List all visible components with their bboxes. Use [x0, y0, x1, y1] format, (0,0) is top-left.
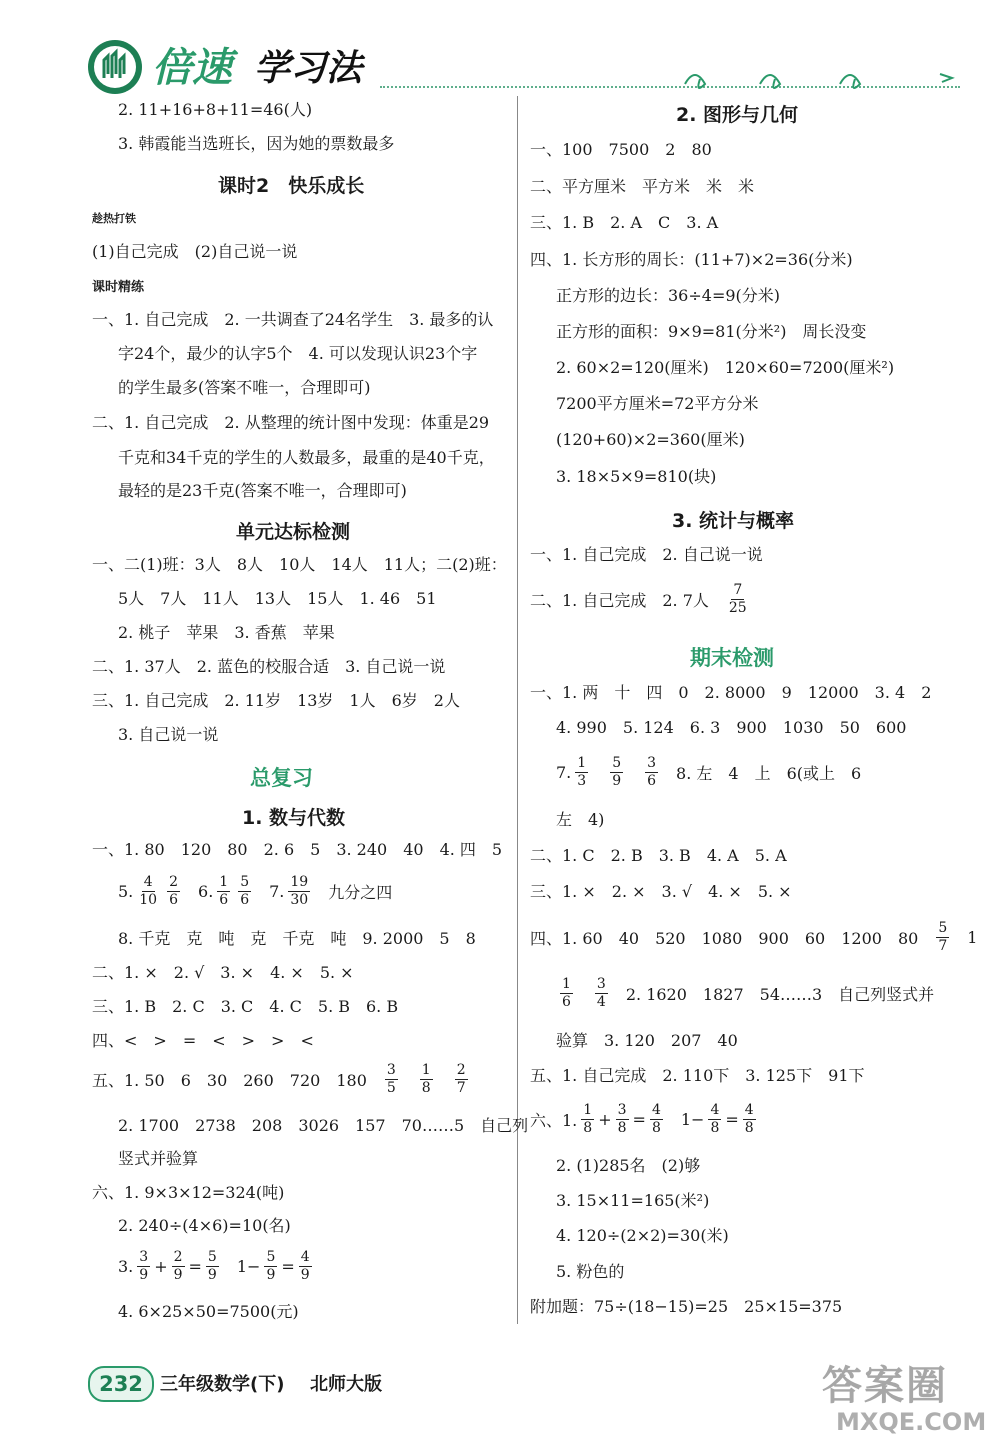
brand-main: 倍速 [152, 45, 232, 91]
item-number: 六、1. [530, 1111, 578, 1130]
watermark-url: MXQE.COM [836, 1408, 987, 1436]
right-q4c: 验算 3. 120 207 40 [556, 1031, 738, 1050]
left-s4: 四、< > = < > > < [92, 1031, 314, 1050]
fraction: $\frac{3}{5}$ [386, 1062, 396, 1096]
answer-text: 九分之四 [328, 883, 393, 902]
right-q5: 五、1. 自己完成 2. 110下 3. 125下 91下 [530, 1066, 865, 1085]
item-number: 7. [269, 882, 285, 901]
right-r1: 一、100 7500 2 80 [530, 140, 712, 159]
right-r2: 二、平方厘米 平方米 米 米 [530, 177, 755, 196]
left-u2: 二、1. 37人 2. 蓝色的校服合适 3. 自己说一说 [92, 657, 446, 676]
fraction: $\frac{1}{6}$ [219, 874, 229, 908]
final-test-title: 期末检测 [690, 646, 774, 670]
fraction: $\frac{2}{7}$ [456, 1062, 466, 1096]
left-s2: 二、1. × 2. √ 3. × 4. × 5. × [92, 963, 354, 982]
unit-test-title: 单元达标检测 [236, 521, 351, 543]
right-q2: 二、1. C 2. B 3. B 4. A 5. A [530, 846, 787, 865]
right-q1c [556, 755, 861, 790]
left-y1a: 一、1. 自己完成 2. 一共调查了24名学生 3. 最多的认 [92, 310, 494, 329]
right-r4g: 3. 18×5×9=810(块) [556, 467, 717, 486]
left-y2a: 二、1. 自己完成 2. 从整理的统计图中发现：体重是29 [92, 413, 490, 432]
decorative-swirl-icon [680, 64, 970, 94]
fraction: $\frac{4}{8}$ [744, 1102, 754, 1136]
item-number: 6. [198, 882, 214, 901]
header [0, 0, 1000, 100]
fraction: $\frac{5}{9}$ [612, 755, 622, 789]
right-q1a: 一、1. 两 十 四 0 2. 8000 9 12000 3. 4 2 [530, 683, 932, 702]
fraction: $\frac{4}{9}$ [300, 1249, 310, 1283]
right-extra: 附加题：75÷(18−15)=25 25×15=375 [530, 1297, 843, 1316]
fraction: $\frac{1}{8}$ [421, 1062, 431, 1096]
fraction: $\frac{3}{9}$ [139, 1249, 149, 1283]
right-q1b: 4. 990 5. 124 6. 3 900 1030 50 600 [556, 718, 907, 737]
left-y1b: 字24个，最少的认字5个 4. 可以发现认识23个字 [118, 344, 478, 363]
column-divider [517, 96, 518, 1324]
right-q6e: 5. 粉色的 [556, 1262, 625, 1281]
left-s6d: 4. 6×25×50=7500(元) [118, 1302, 299, 1321]
right-r3: 三、1. B 2. A C 3. A [530, 213, 719, 232]
footer [0, 1350, 1000, 1449]
left-y1c: 的学生最多(答案不唯一，合理即可) [118, 378, 371, 397]
fraction: $\frac{3}{8}$ [617, 1102, 627, 1136]
right-q4b [556, 976, 934, 1011]
left-u1b: 5人 7人 11人 13人 15人 1. 46 51 [118, 589, 437, 608]
left-s1-fractions [118, 874, 392, 909]
right-q4a [530, 920, 977, 955]
fraction: $\frac{1}{8}$ [583, 1102, 593, 1136]
right-r4d: 2. 60×2=120(厘米) 120×60=7200(厘米²) [556, 358, 895, 377]
fraction: $\frac{1}{6}$ [562, 976, 571, 1010]
right-r4f: (120+60)×2=360(厘米) [556, 430, 745, 449]
section3-title: 3. 统计与概率 [672, 510, 795, 532]
right-q6b: 2. (1)285名 (2)够 [556, 1156, 701, 1175]
right-p2 [530, 582, 753, 617]
answer-text: 五、1. 50 6 30 260 720 180 [92, 1071, 367, 1090]
edition-label: 北师大版 [310, 1374, 382, 1395]
right-q1d: 左 4) [556, 810, 605, 829]
fraction: $\frac{19}{30}$ [290, 874, 309, 908]
left-s5a [92, 1062, 472, 1097]
right-r4b: 正方形的边长：36÷4=9(分米) [556, 286, 781, 305]
left-s6b: 2. 240÷(4×6)=10(名) [118, 1216, 291, 1235]
right-q6c: 3. 15×11=165(米²) [556, 1191, 710, 1210]
fraction: $\frac{1}{3}$ [577, 755, 587, 789]
answer-text: 二、1. 自己完成 2. 7人 [530, 591, 709, 610]
answer-text: 2. 1620 1827 54……3 自己列竖式并 [625, 985, 935, 1004]
heat-label: 趁热打铁 [92, 212, 136, 225]
right-r4a: 四、1. 长方形的周长：(11+7)×2=36(分米) [530, 250, 853, 269]
right-q6: 六、1. $\frac{1}{8}$ + $\frac{3}{8}$ = $\frac{4}{8}$ 1− $\frac{4}{8}$ = $\frac{4}{8}$ [530, 1102, 754, 1136]
review-title: 总复习 [250, 766, 313, 790]
item-number: 3. [118, 1257, 134, 1276]
left-s6a: 六、1. 9×3×12=324(吨) [92, 1183, 285, 1202]
left-u3a: 三、1. 自己完成 2. 11岁 13岁 1人 6岁 2人 [92, 691, 460, 710]
page-number: 232 [99, 1372, 143, 1396]
fraction: $\frac{2}{9}$ [173, 1249, 183, 1283]
watermark-logo: 答案圈 [822, 1363, 948, 1409]
fraction: $\frac{4}{8}$ [710, 1102, 720, 1136]
fraction: $\frac{3}{6}$ [647, 755, 657, 789]
fraction: $\frac{5}{7}$ [938, 920, 948, 954]
left-s5b: 2. 1700 2738 208 3026 157 70……5 自己列 [118, 1116, 529, 1135]
logo-emblem-icon [86, 38, 144, 96]
answer-text: 1 [967, 928, 978, 947]
item-number: 7. [556, 763, 572, 782]
left-s1-1: 一、1. 80 120 80 2. 6 5 3. 240 40 4. 四 5 [92, 840, 503, 859]
section1-title: 1. 数与代数 [242, 807, 346, 829]
left-s1-8: 8. 千克 克 吨 克 千克 吨 9. 2000 5 8 [118, 929, 476, 948]
left-s3: 三、1. B 2. C 3. C 4. C 5. B 6. B [92, 997, 399, 1016]
right-p1: 一、1. 自己完成 2. 自己说一说 [530, 545, 763, 564]
left-u1a: 一、二(1)班：3人 8人 10人 14人 11人；二(2)班： [92, 555, 507, 574]
right-r4e: 7200平方厘米=72平方分米 [556, 394, 759, 413]
book-title: 三年级数学(下) [160, 1374, 285, 1395]
page-number-badge [88, 1366, 154, 1402]
left-line-2: 3. 韩霞能当选班长，因为她的票数最多 [118, 134, 395, 153]
fraction: $\frac{5}{6}$ [240, 874, 250, 908]
fraction: $\frac{2}{6}$ [169, 874, 179, 908]
heat-answer: (1)自己完成 (2)自己说一说 [92, 242, 298, 261]
answer-text: 8. 左 4 上 6(或上 6 [676, 764, 862, 783]
fraction: $\frac{4}{8}$ [651, 1102, 661, 1136]
fraction: $\frac{5}{9}$ [207, 1249, 217, 1283]
left-s6c: 3. $\frac{3}{9}$ + $\frac{2}{9}$ = $\frac{5}{9}$ 1− $\frac{5}{9}$ = $\frac{4}{9}$ [118, 1249, 310, 1283]
right-q3: 三、1. × 2. × 3. √ 4. × 5. × [530, 882, 792, 901]
left-u1c: 2. 桃子 苹果 3. 香蕉 苹果 [118, 623, 335, 642]
brand-sub: 学习法 [254, 48, 363, 89]
lesson2-title: 课时2 快乐成长 [218, 175, 365, 197]
jing-label: 课时精练 [92, 280, 145, 295]
right-r4c: 正方形的面积：9×9=81(分米²) 周长没变 [556, 322, 867, 341]
fraction: $\frac{3}{4}$ [596, 976, 606, 1010]
left-line-1: 2. 11+16+8+11=46(人) [118, 100, 313, 119]
fraction: $\frac{5}{9}$ [266, 1249, 276, 1283]
left-u3b: 3. 自己说一说 [118, 725, 219, 744]
fraction: $\frac{4}{10}$ [139, 874, 158, 908]
left-s5c: 竖式并验算 [118, 1149, 199, 1168]
answer-text: 四、1. 60 40 520 1080 900 60 1200 80 [530, 929, 919, 948]
section2-title: 2. 图形与几何 [676, 104, 799, 126]
left-y2b: 千克和34千克的学生的人数最多，最重的是40千克， [118, 448, 495, 467]
right-q6d: 4. 120÷(2×2)=30(米) [556, 1226, 729, 1245]
fraction: $\frac{7}{25}$ [728, 582, 747, 616]
left-y2c: 最轻的是23千克(答案不唯一，合理即可) [118, 481, 407, 500]
item-number: 5. [118, 882, 134, 901]
